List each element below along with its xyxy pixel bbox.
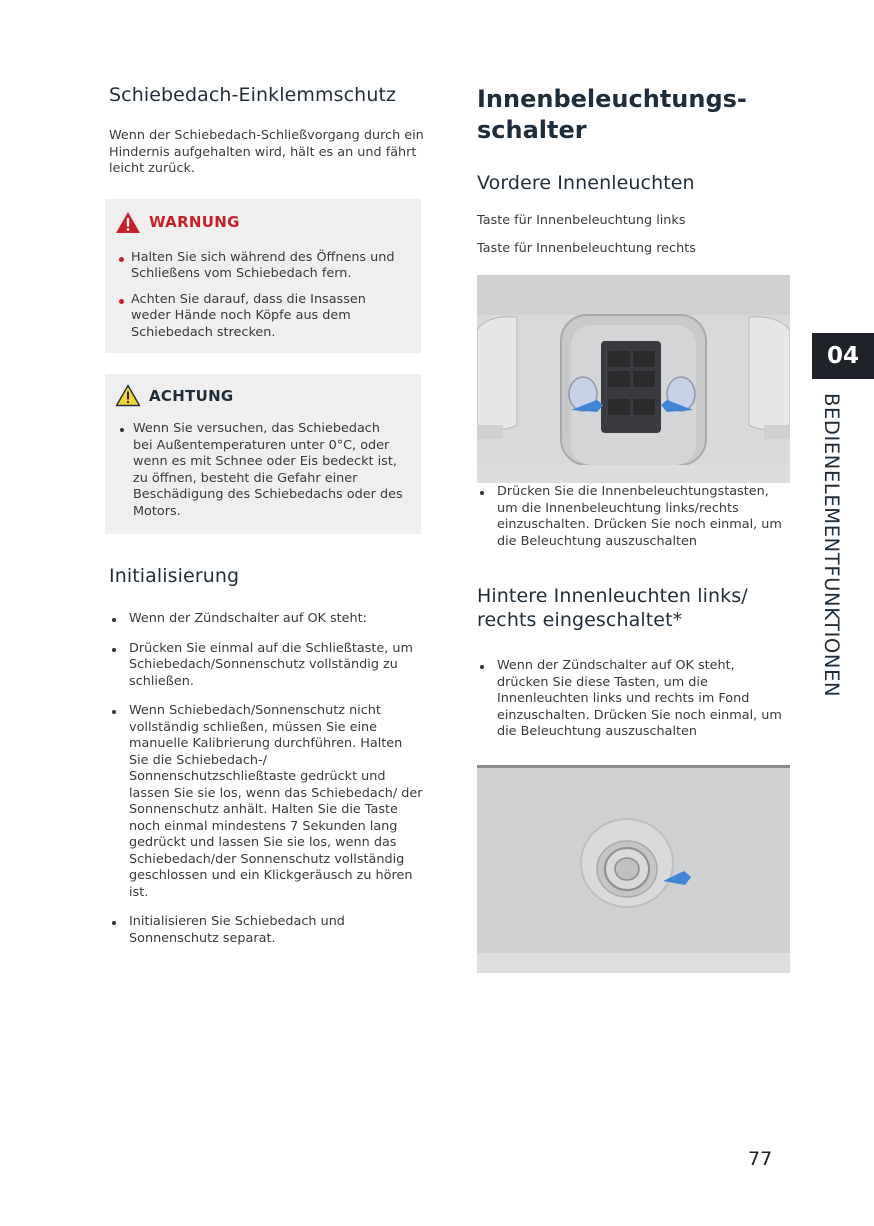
list-item: Wenn der Zündschalter auf OK steht: xyxy=(109,611,425,628)
rear-lights-heading: Hintere Innenleuchten links/ rechts eingeschaltet* xyxy=(477,585,748,631)
left-column xyxy=(109,84,425,947)
list-item: Drücken Sie die Innenbeleuchtungstasten, um die Innenbeleuchtung links/rechts einzuschalten. Drücken Sie noch einmal, um die Beleuchtung auszuschalten xyxy=(477,484,789,550)
initialization-list xyxy=(109,611,425,947)
front-lights-heading: Vordere Innenleuchten xyxy=(477,172,695,194)
warning-title: WARNUNG xyxy=(149,213,240,231)
front-left-button-text: Taste für Innenbeleuchtung links xyxy=(477,213,686,228)
pinch-protection-text: Wenn der Schiebedach-Schließvorgang durch ein Hindernis aufgehalten wird, hält es an und fährt leicht zurück. xyxy=(109,128,424,176)
caution-triangle-icon xyxy=(115,384,141,407)
caution-list xyxy=(111,421,403,520)
front-lights-list-wrap xyxy=(477,484,789,741)
interior-light-switch-heading: Innenbeleuchtungs- schalter xyxy=(477,85,747,144)
right-column xyxy=(477,84,789,257)
caution-title: ACHTUNG xyxy=(149,386,234,405)
list-item: Wenn der Zündschalter auf OK steht, drücken Sie diese Tasten, um die Innenleuchten links und rechts im Fond einzuschalten. Drücken Sie noch einmal, um die Beleuchtung auszuschalten xyxy=(477,658,789,741)
rear-lights-figure xyxy=(477,765,790,973)
caution-header xyxy=(115,384,403,407)
warning-triangle-icon xyxy=(115,211,141,234)
warning-list xyxy=(111,250,403,342)
pinch-protection-heading: Schiebedach-Einklemmschutz xyxy=(109,84,397,106)
chapter-label: BEDIENELEMENTFUNKTIONEN xyxy=(820,393,843,698)
warning-header xyxy=(115,211,403,234)
list-item: Achten Sie darauf, dass die Insassen weder Hände noch Köpfe aus dem Schiebedach strecken. xyxy=(111,292,403,342)
warning-box xyxy=(105,199,421,354)
list-item: Drücken Sie einmal auf die Schließtaste, um Schiebedach/Sonnenschutz vollständig zu schließen. xyxy=(109,641,425,691)
rear-lights-list xyxy=(477,658,789,741)
front-lights-list xyxy=(477,484,789,550)
list-item: Wenn Schiebedach/Sonnenschutz nicht vollständig schließen, müssen Sie eine manuelle Kalibrierung durchführen. Halten Sie die Schiebedach-/ Sonnenschutzschließtaste gedrückt und lassen Sie sie los, wenn das Schiebedach/ der Sonnenschutz anhält. Halten Sie die Taste noch einmal mindestens 7 Sekunden lang gedrückt und lassen Sie sie los, wenn das Schiebedach/der Sonnenschutz vollständig geschlossen und ein Klickgeräusch zu hören ist. xyxy=(109,703,425,901)
list-item: Halten Sie sich während des Öffnens und Schließens vom Schiebedach fern. xyxy=(111,250,403,283)
caution-box xyxy=(105,374,421,534)
list-item: Wenn Sie versuchen, das Schiebedach bei Außentemperaturen unter 0°C, oder wenn es mit Schnee oder Eis bedeckt ist, zu öffnen, besteht die Gefahr einer Beschädigung des Schiebedachs oder des Motors. xyxy=(111,421,403,520)
initialization-heading: Initialisierung xyxy=(109,565,240,587)
chapter-tab: 04 xyxy=(812,333,874,379)
page-number: 77 xyxy=(748,1148,773,1170)
list-item: Initialisieren Sie Schiebedach und Sonnenschutz separat. xyxy=(109,914,425,947)
front-right-button-text: Taste für Innenbeleuchtung rechts xyxy=(477,240,696,256)
front-lights-figure xyxy=(477,275,790,483)
